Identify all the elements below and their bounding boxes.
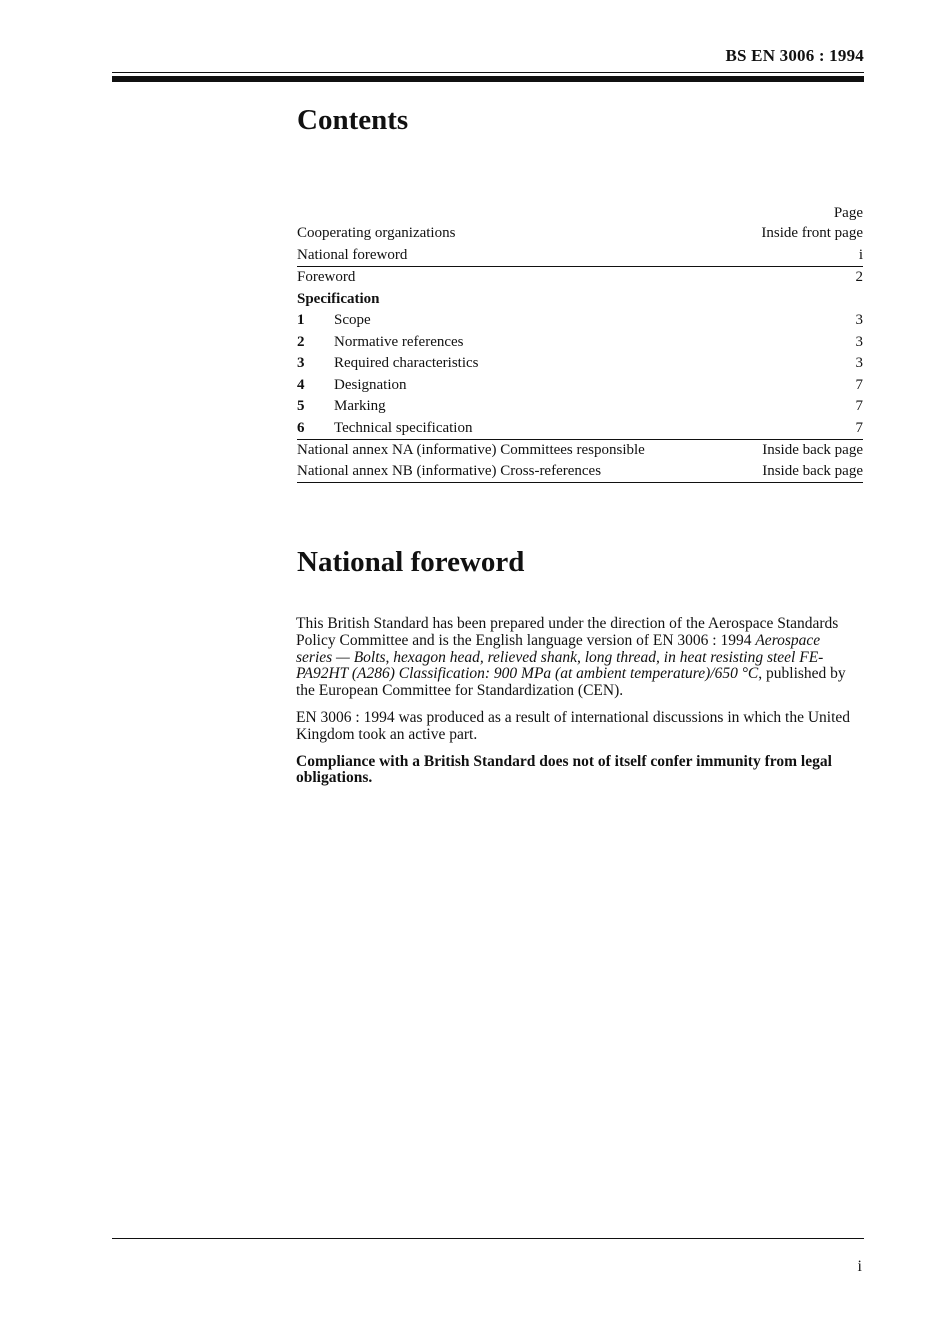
toc-entry-scope[interactable] [297, 310, 863, 332]
toc-entry-page: i [858, 246, 863, 263]
table-of-contents [297, 203, 863, 483]
toc-entry-national-annex-na[interactable] [297, 440, 863, 461]
toc-entry-text: Cooperating organizations [297, 225, 456, 241]
toc-entry-designation[interactable] [297, 375, 863, 397]
toc-entry-text: National annex NA (informative) Committees responsible [297, 442, 645, 458]
toc-entry-page: Inside back page [762, 463, 863, 479]
toc-entry-page: 7 [855, 398, 863, 414]
toc-clause-number: 3 [297, 355, 305, 371]
header-rule-thin [112, 72, 864, 73]
toc-section-heading: Specification [297, 290, 380, 307]
toc-entry-required-characteristics[interactable] [297, 353, 863, 375]
toc-entry-page: 7 [855, 419, 863, 436]
toc-entry-page: 2 [855, 269, 863, 285]
toc-entry-page: 7 [855, 376, 863, 393]
toc-entry-text: Foreword [297, 269, 356, 285]
toc-clause-number: 4 [297, 376, 305, 393]
toc-entry-text: National foreword [297, 246, 408, 263]
toc-entry-page: Inside front page [761, 225, 863, 241]
compliance-statement: Compliance with a British Standard does not of itself confer immunity from legal obligations. [296, 752, 832, 787]
toc-entry-text: Scope [334, 312, 371, 328]
standard-number: BS EN 3006 : 1994 [725, 46, 864, 65]
toc-entry-normative-references[interactable] [297, 332, 863, 354]
para1-text-start: This British Standard has been prepared under the direction of the Aerospace Standards Policy Committee and is the English language version of EN 3006 : 1994 [296, 615, 839, 649]
footer-rule [112, 1238, 864, 1239]
toc-entry-cooperating-organizations[interactable] [297, 223, 863, 245]
toc-page-column-label: Page [833, 205, 863, 221]
toc-clause-number: 1 [297, 312, 305, 328]
standard-title-italic: Aerospace series — Bolts, hexagon head, relieved shank, long thread, in heat resisting steel FE-PA92HT (A286) Classification: 900 MPa (at ambient temperature)/650 °C [296, 631, 824, 683]
national-foreword-body [296, 616, 856, 797]
toc-entry-national-annex-nb[interactable] [297, 461, 863, 483]
toc-entry-text: Marking [334, 398, 386, 414]
toc-entry-page: 3 [855, 312, 863, 328]
toc-entry-text: Normative references [334, 333, 464, 350]
foreword-paragraph-1 [296, 616, 856, 700]
toc-clause-number: 6 [297, 419, 305, 436]
page-number: i [857, 1258, 862, 1275]
toc-entry-text: Designation [334, 376, 407, 393]
toc-clause-number: 2 [297, 333, 305, 350]
toc-entry-text: Technical specification [334, 419, 473, 436]
foreword-paragraph-2: EN 3006 : 1994 was produced as a result of international discussions in which the United Kingdom took an active part. [296, 708, 851, 743]
toc-entry-text: National annex NB (informative) Cross-references [297, 463, 602, 479]
toc-section-specification [297, 289, 863, 311]
header-rule-thick [112, 76, 864, 82]
para1-text-end: , published by the European Committee for Standardization (CEN). [296, 665, 846, 700]
toc-entry-technical-specification[interactable] [297, 418, 863, 441]
toc-entry-national-foreword[interactable] [297, 245, 863, 268]
toc-entry-page: 3 [855, 333, 863, 350]
toc-clause-number: 5 [297, 398, 305, 414]
toc-entry-page: 3 [855, 355, 863, 371]
toc-entry-marking[interactable] [297, 396, 863, 418]
toc-entry-text: Required characteristics [334, 355, 479, 371]
contents-title: Contents [297, 104, 409, 136]
toc-entry-foreword[interactable] [297, 267, 863, 289]
toc-entry-page: Inside back page [762, 442, 863, 458]
national-foreword-title: National foreword [297, 546, 525, 578]
